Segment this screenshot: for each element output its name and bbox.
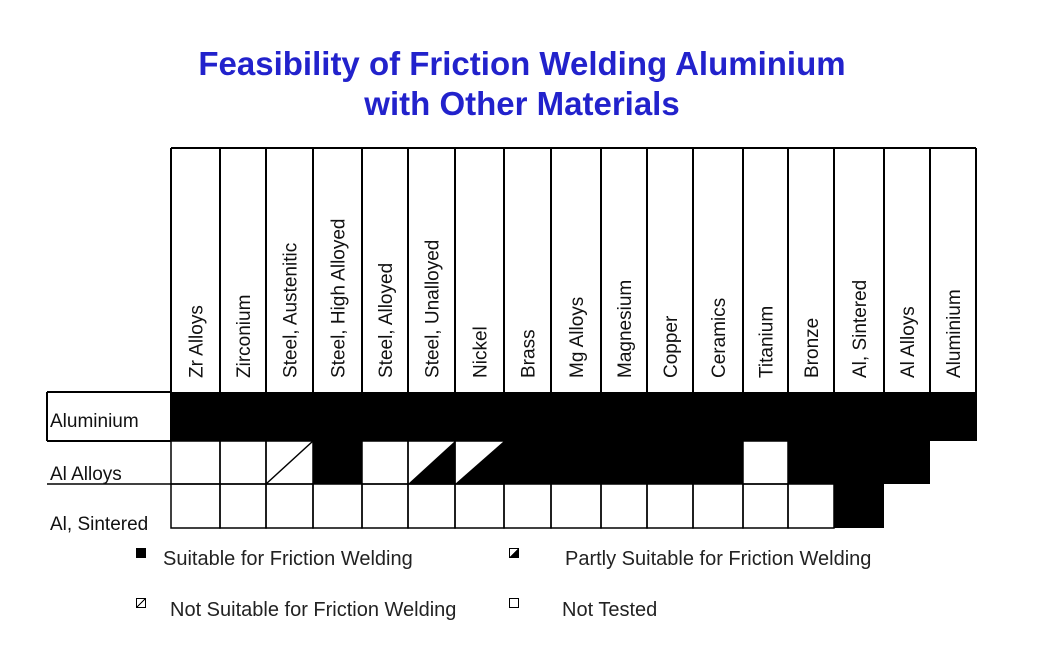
column-header-label: Zr Alloys xyxy=(186,305,208,378)
cell-suitable xyxy=(504,392,551,441)
column-header-label: Steel, High Alloyed xyxy=(328,218,350,378)
chart-title-line2: with Other Materials xyxy=(364,85,680,122)
cell-not-tested xyxy=(313,484,362,528)
cell-suitable xyxy=(788,392,834,441)
column-header-label: Magnesium xyxy=(615,279,636,378)
cell-suitable xyxy=(834,484,884,528)
column-header-label: Zirconium xyxy=(234,294,255,378)
legend-label-partly: Partly Suitable for Friction Welding xyxy=(565,548,872,570)
column-header-label: Al, Sintered xyxy=(850,279,871,378)
cell-suitable xyxy=(601,392,647,441)
cell-not-tested xyxy=(743,441,788,484)
cell-suitable xyxy=(788,441,834,484)
cell-suitable xyxy=(408,392,455,441)
cell-suitable xyxy=(834,392,884,441)
cell-suitable xyxy=(601,441,647,484)
cell-suitable xyxy=(884,441,930,484)
column-header-label: Al Alloys xyxy=(898,306,919,378)
cell-suitable xyxy=(551,441,601,484)
cell-partly-suitable xyxy=(408,441,455,484)
cell-suitable xyxy=(743,392,788,441)
cell-suitable xyxy=(362,392,408,441)
cell-suitable xyxy=(693,441,743,484)
legend-swatch-not-tested xyxy=(509,598,519,608)
cell-diagonal xyxy=(266,441,313,484)
cell-suitable xyxy=(171,392,220,441)
cell-not-tested xyxy=(504,484,551,528)
cell-not-tested xyxy=(788,484,834,528)
legend-label-not-suitable: Not Suitable for Friction Welding xyxy=(170,599,457,621)
cell-suitable xyxy=(313,441,362,484)
cell-not-tested xyxy=(266,484,313,528)
cell-not-tested xyxy=(220,484,266,528)
column-header-label: Ceramics xyxy=(709,297,730,378)
cell-suitable xyxy=(930,392,976,441)
cell-suitable xyxy=(551,392,601,441)
column-header-label: Steel, Austenitic xyxy=(280,242,302,378)
column-header-label: Copper xyxy=(661,315,682,378)
cell-not-tested xyxy=(743,484,788,528)
cell-not-tested xyxy=(551,484,601,528)
cell-partly-suitable xyxy=(455,441,504,484)
row-label: Al, Sintered xyxy=(50,514,149,535)
cell-not-tested xyxy=(601,484,647,528)
column-header-label: Nickel xyxy=(470,326,492,378)
cell-not-tested xyxy=(220,441,266,484)
cell-suitable xyxy=(693,392,743,441)
legend-label-not-tested: Not Tested xyxy=(562,599,658,621)
cell-not-tested xyxy=(171,484,220,528)
column-header-label: Steel, Unalloyed xyxy=(422,239,444,378)
cell-suitable xyxy=(647,392,693,441)
column-header-label: Bronze xyxy=(802,317,823,378)
cell-suitable xyxy=(647,441,693,484)
cell-suitable xyxy=(504,441,551,484)
cell-not-tested xyxy=(455,484,504,528)
cell-not-tested xyxy=(362,441,408,484)
cell-suitable xyxy=(266,392,313,441)
cell-suitable xyxy=(313,392,362,441)
chart-title-line1: Feasibility of Friction Welding Aluminium xyxy=(198,45,846,82)
cell-not-tested xyxy=(171,441,220,484)
cell-not-tested xyxy=(693,484,743,528)
column-header-label: Mg Alloys xyxy=(567,296,588,378)
cell-suitable xyxy=(834,441,884,484)
row-label: Aluminium xyxy=(50,411,139,432)
column-header-label: Steel, Alloyed xyxy=(376,262,397,378)
legend-swatch-not-suitable xyxy=(136,598,146,608)
row-label: Al Alloys xyxy=(50,464,122,485)
cell-suitable xyxy=(220,392,266,441)
cell-suitable xyxy=(455,392,504,441)
legend-swatch-suitable xyxy=(136,548,146,558)
column-header-label: Titanium xyxy=(756,305,778,378)
column-header-label: Aluminium xyxy=(944,289,965,378)
cell-not-tested xyxy=(647,484,693,528)
cell-not-tested xyxy=(362,484,408,528)
cell-suitable xyxy=(884,392,930,441)
column-header-label: Brass xyxy=(518,329,540,378)
cell-not-tested xyxy=(408,484,455,528)
legend-label-suitable: Suitable for Friction Welding xyxy=(163,548,413,570)
legend-swatch-partly xyxy=(509,548,519,558)
